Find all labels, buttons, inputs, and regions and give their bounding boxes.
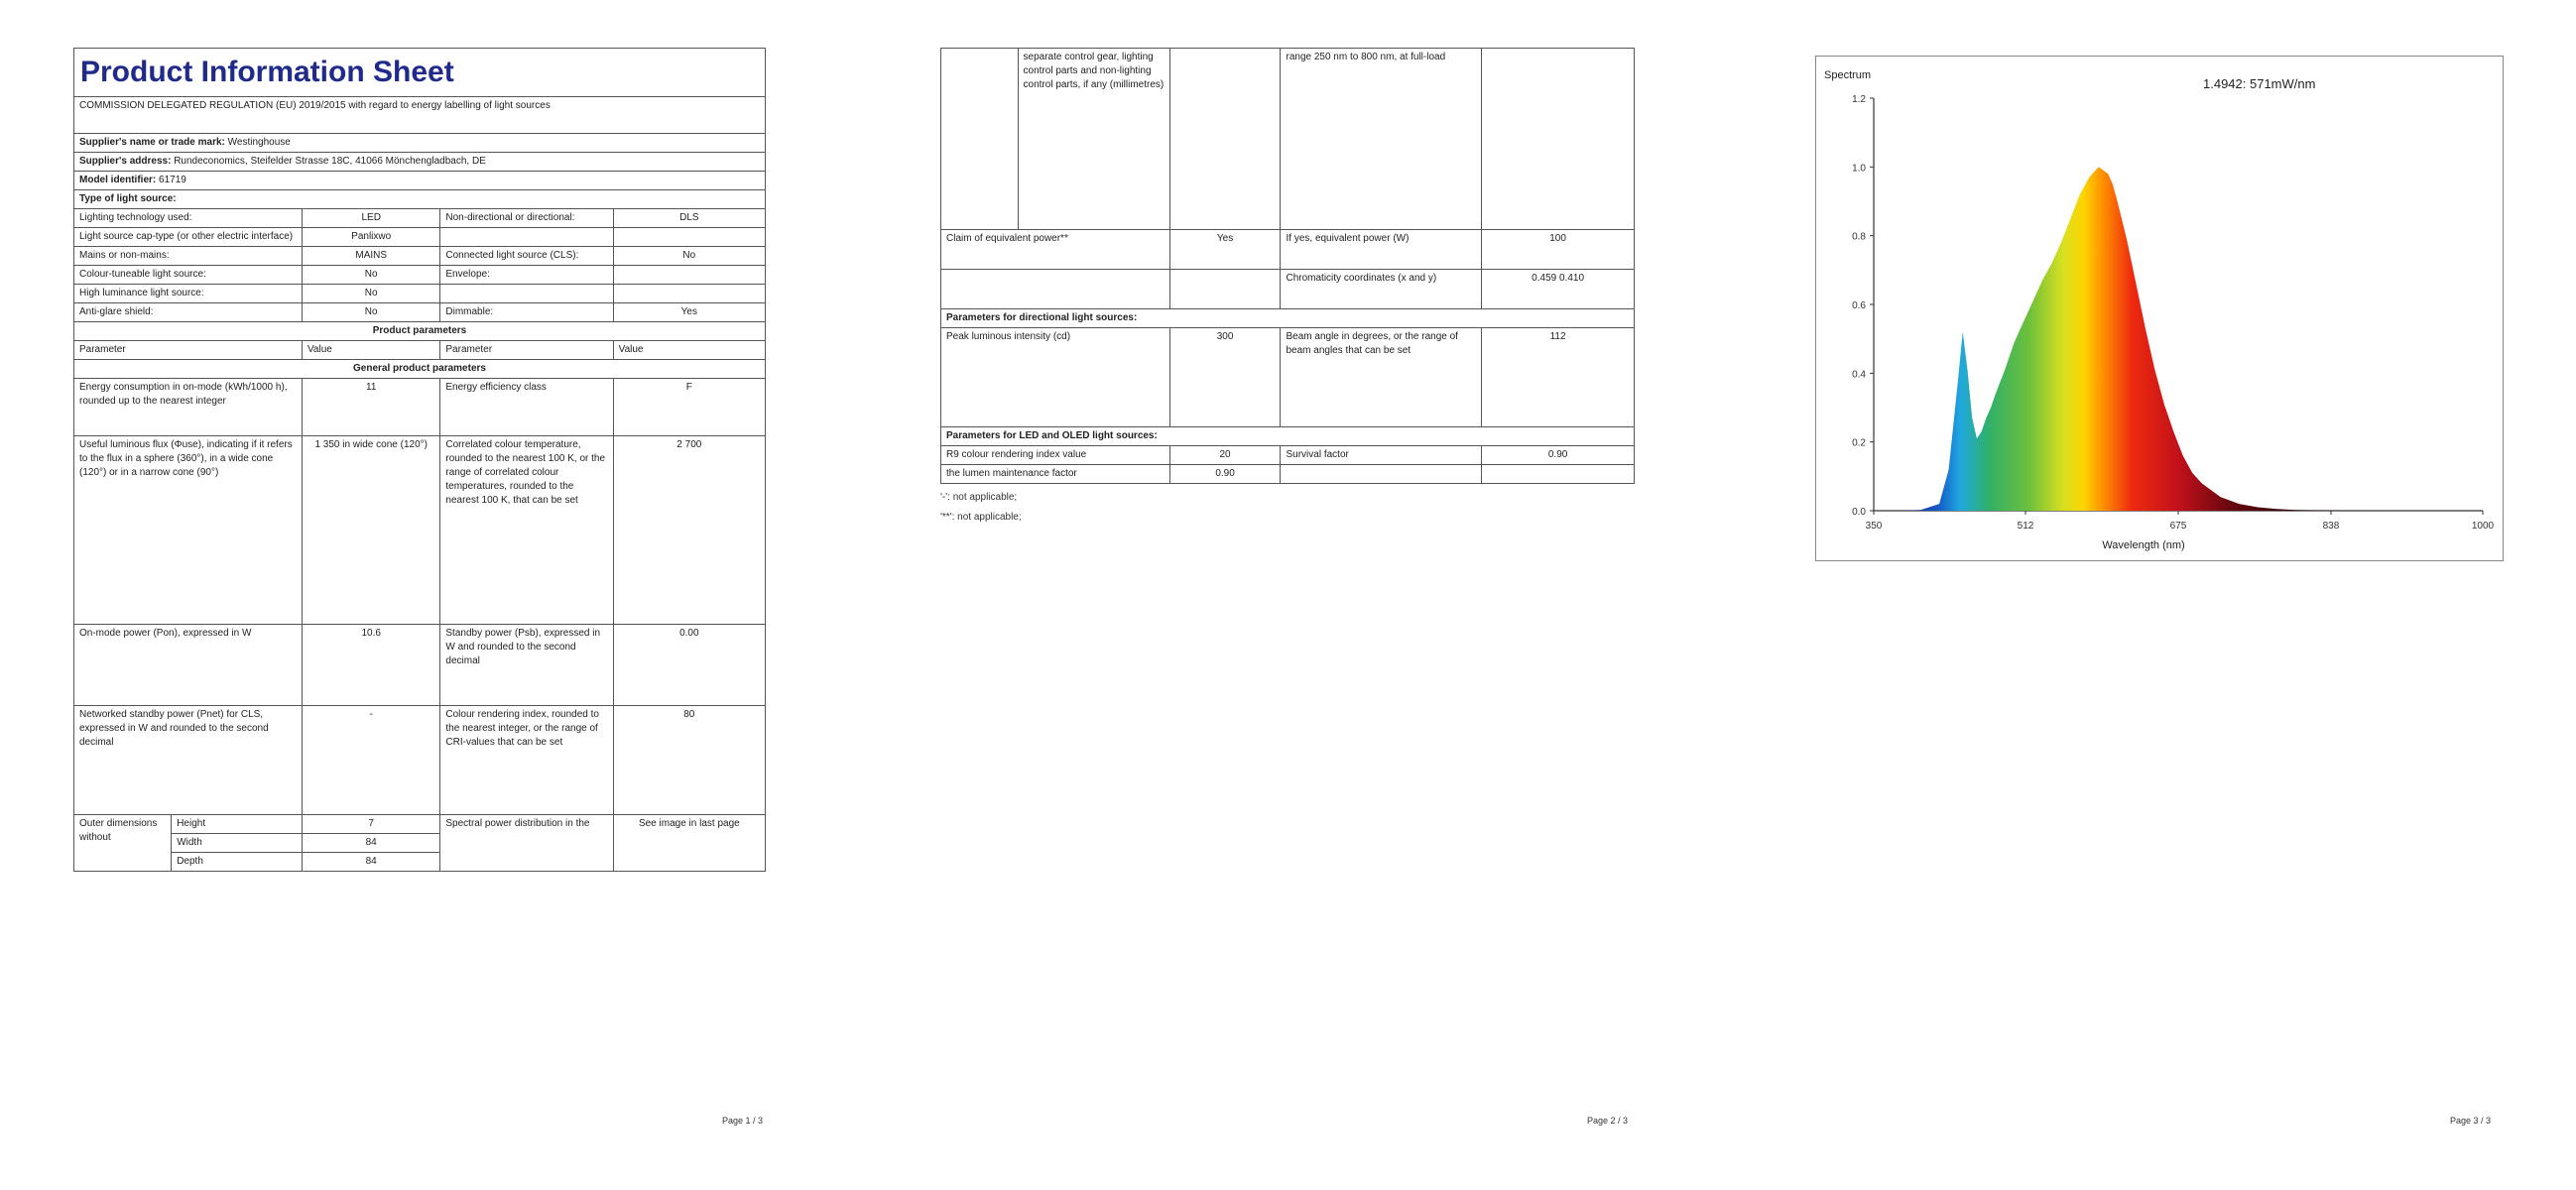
spec-value: Panlixwo (303, 228, 440, 247)
y-tick-label: 0.4 (1852, 369, 1866, 381)
outer-dimensions-label: Outer dimensions without (74, 815, 172, 871)
spec-label-2 (440, 228, 613, 247)
spec-value-2 (613, 266, 765, 285)
dim-depth-value: 84 (303, 853, 440, 872)
supplier-address-label: Supplier's address: (79, 156, 172, 167)
x-tick-label: 512 (2017, 521, 2034, 532)
footnote-1: '-': not applicable; (940, 492, 1018, 503)
param-row (74, 436, 766, 625)
x-tick-label: 350 (1865, 521, 1883, 532)
spec-label-2: Non-directional or directional: (440, 209, 613, 228)
spec-label: Colour-tuneable light source: (74, 266, 303, 285)
y-tick-label: 1.0 (1852, 163, 1866, 175)
y-tick-label: 0.8 (1852, 231, 1866, 243)
spec-label-2 (440, 285, 613, 303)
x-axis-label: Wavelength (nm) (2102, 539, 2185, 551)
lumen-maintenance-value: 0.90 (1169, 465, 1281, 484)
page-number-1: Page 1 / 3 (722, 1116, 764, 1126)
spec-value-2 (613, 228, 765, 247)
continuation-left (941, 49, 1170, 230)
dim-depth-label: Depth (177, 856, 203, 867)
spec-label-2: Dimmable: (440, 303, 613, 322)
param-label: Networked standby power (Pnet) for CLS, expressed in W and rounded to the second decimal (74, 706, 303, 815)
model-row (74, 172, 766, 190)
empty-cell (1169, 270, 1281, 309)
dim-height-value: 7 (303, 815, 440, 834)
param-header: Parameter (74, 341, 303, 360)
spec-value: MAINS (303, 247, 440, 266)
param-label: Useful luminous flux (Φuse), indicating if it refers to the flux in a sphere (360°), in a wide cone (120°) or in a narrow cone (90°) (74, 436, 303, 625)
supplier-name-row (74, 134, 766, 153)
continuation-right: range 250 nm to 800 nm, at full-load (1281, 49, 1482, 230)
spec-label-2: Envelope: (440, 266, 613, 285)
empty-cell (1482, 49, 1635, 230)
param-value: - (303, 706, 440, 815)
equivalent-power-value: Yes (1169, 230, 1281, 270)
spec-label: Lighting technology used: (74, 209, 303, 228)
beam-angle-value: 112 (1482, 328, 1635, 427)
survival-factor-label: Survival factor (1281, 446, 1482, 465)
general-parameters-header: General product parameters (74, 360, 766, 379)
param-label-2: Correlated colour temperature, rounded to the nearest 100 K, or the range of correlated colour temperatures, rounded to the nearest 100 K, that can be set (440, 436, 613, 625)
spec-label-2: Connected light source (CLS): (440, 247, 613, 266)
spectral-value: See image in last page (613, 815, 765, 872)
light-source-type-label: Type of light source: (74, 190, 766, 209)
param-value-2: F (613, 379, 765, 436)
param-header: Value (613, 341, 765, 360)
param-label-2: Colour rendering index, rounded to the nearest integer, or the range of CRI-values that can be set (440, 706, 613, 815)
continuation-text: separate control gear, lighting control parts and non-lighting control parts, if any (millimetres) (1023, 52, 1165, 90)
supplier-address-row (74, 153, 766, 172)
equivalent-power-value-2: 100 (1482, 230, 1635, 270)
spec-value-2 (613, 285, 765, 303)
outer-dimensions-cell (74, 815, 303, 872)
param-row (74, 706, 766, 815)
param-value-2: 80 (613, 706, 765, 815)
supplier-name-label: Supplier's name or trade mark: (79, 137, 225, 148)
peak-intensity-value: 300 (1169, 328, 1281, 427)
param-value: 10.6 (303, 625, 440, 706)
supplier-address: Rundeconomics, Steifelder Strasse 18C, 41066 Mönchengladbach, DE (174, 156, 486, 167)
r9-value: 20 (1169, 446, 1281, 465)
y-tick-label: 0.6 (1852, 300, 1866, 311)
dim-width-value: 84 (303, 834, 440, 853)
chart-title: 1.4942: 571mW/nm (2203, 76, 2316, 91)
spec-value: No (303, 285, 440, 303)
spec-row (74, 209, 766, 228)
page-number-3: Page 3 / 3 (2450, 1116, 2492, 1126)
equivalent-power-label-2: If yes, equivalent power (W) (1281, 230, 1482, 270)
page-number-2: Page 2 / 3 (1587, 1116, 1629, 1126)
product-info-table-cont (940, 48, 1635, 484)
beam-angle-label: Beam angle in degrees, or the range of beam angles that can be set (1281, 328, 1482, 427)
spec-value: No (303, 266, 440, 285)
regulation-text: COMMISSION DELEGATED REGULATION (EU) 2019/2015 with regard to energy labelling of light sources (74, 97, 766, 134)
x-tick-label: 838 (2322, 521, 2340, 532)
x-tick-label: 675 (2169, 521, 2187, 532)
peak-intensity-label: Peak luminous intensity (cd) (941, 328, 1170, 427)
spec-row (74, 285, 766, 303)
spec-value: No (303, 303, 440, 322)
spec-row (74, 228, 766, 247)
page-3 (1815, 56, 2504, 561)
supplier-name: Westinghouse (227, 137, 291, 148)
empty-cell (1169, 49, 1281, 230)
footnote-2: '**': not applicable; (940, 512, 1022, 523)
param-value-2: 0.00 (613, 625, 765, 706)
equivalent-power-label: Claim of equivalent power** (941, 230, 1170, 270)
survival-factor-value: 0.90 (1482, 446, 1635, 465)
spec-value: LED (303, 209, 440, 228)
dim-width-label: Width (172, 834, 302, 853)
lumen-maintenance-label: the lumen maintenance factor (941, 465, 1170, 484)
param-label: On-mode power (Pon), expressed in W (74, 625, 303, 706)
spec-row (74, 247, 766, 266)
param-label-2: Standby power (Psb), expressed in W and rounded to the second decimal (440, 625, 613, 706)
spec-row (74, 266, 766, 285)
spec-label: Mains or non-mains: (74, 247, 303, 266)
param-value-2: 2 700 (613, 436, 765, 625)
param-header: Parameter (440, 341, 613, 360)
empty-cell (941, 270, 1170, 309)
param-header: Value (303, 341, 440, 360)
y-tick-label: 0.2 (1852, 437, 1866, 449)
param-row (74, 379, 766, 436)
x-tick-label: 1000 (2471, 521, 2495, 532)
led-header: Parameters for LED and OLED light sources: (941, 427, 1635, 446)
spec-label: High luminance light source: (74, 285, 303, 303)
y-axis-label: Spectrum (1824, 69, 1872, 81)
dim-height-label: Height (172, 815, 302, 834)
spectral-chart (1816, 57, 2503, 560)
product-info-table (73, 48, 766, 872)
empty-cell (1281, 465, 1482, 484)
spec-label: Anti-glare shield: (74, 303, 303, 322)
model-label: Model identifier: (79, 175, 157, 185)
page-title: Product Information Sheet (74, 49, 766, 97)
spec-value-2: Yes (613, 303, 765, 322)
empty-cell (1482, 465, 1635, 484)
spectral-label: Spectral power distribution in the (440, 815, 613, 872)
chromaticity-label: Chromaticity coordinates (x and y) (1281, 270, 1482, 309)
page-2 (940, 48, 1635, 528)
spec-row (74, 303, 766, 322)
y-tick-label: 0.0 (1852, 507, 1866, 518)
spec-label: Light source cap-type (or other electric interface) (74, 228, 303, 247)
directional-header: Parameters for directional light sources: (941, 309, 1635, 328)
param-label-2: Energy efficiency class (440, 379, 613, 436)
page-1 (73, 48, 766, 872)
spec-value-2: No (613, 247, 765, 266)
product-parameters-header: Product parameters (74, 322, 766, 341)
model-identifier: 61719 (159, 175, 186, 185)
param-value: 11 (303, 379, 440, 436)
spec-value-2: DLS (613, 209, 765, 228)
chromaticity-value: 0.459 0.410 (1482, 270, 1635, 309)
y-tick-label: 1.2 (1852, 94, 1866, 105)
param-label: Energy consumption in on-mode (kWh/1000 h), rounded up to the nearest integer (74, 379, 303, 436)
spectrum-area (1874, 167, 2483, 511)
param-row (74, 625, 766, 706)
r9-label: R9 colour rendering index value (941, 446, 1170, 465)
param-value: 1 350 in wide cone (120°) (303, 436, 440, 625)
